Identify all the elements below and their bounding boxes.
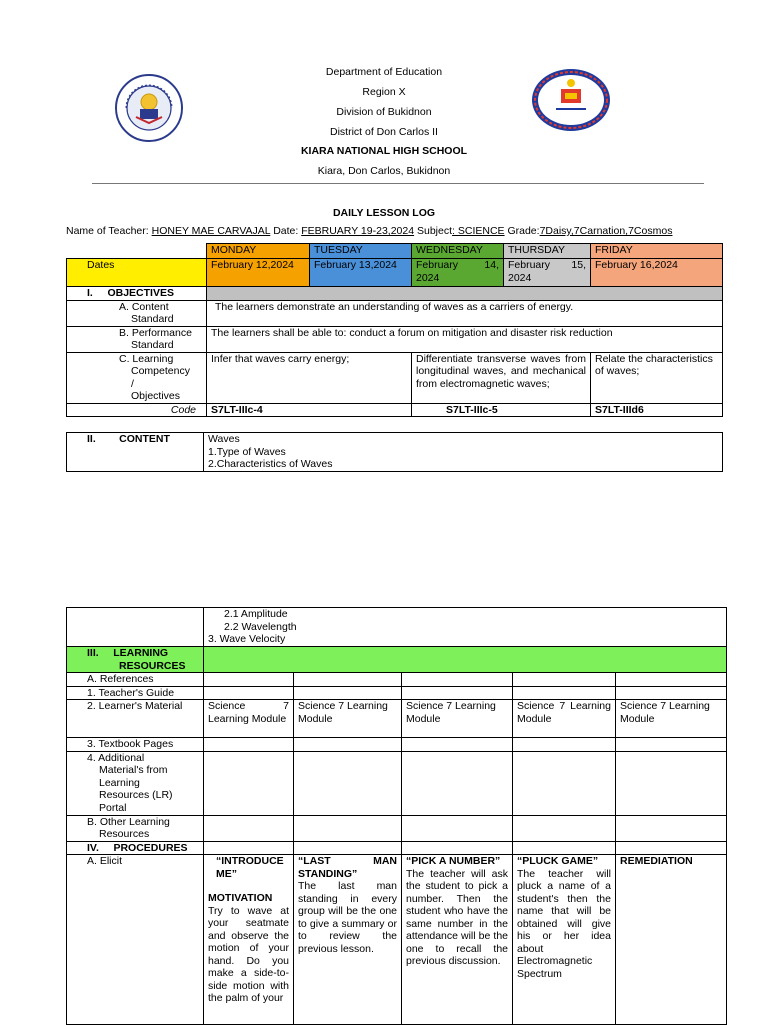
school-name: KIARA NATIONAL HIGH SCHOOL [300,145,468,157]
day-header-friday: FRIDAY [591,244,723,259]
date-tuesday: February 13,2024 [310,259,412,287]
references-label: A. References [67,673,204,687]
competency-mon-tue: Infer that waves carry energy; [207,352,412,403]
elicit-wednesday: “PICK A NUMBER” The teacher will ask the student to pick a number. Then the student who have the same number in the attendance will be the one to recall the previous discussion. [402,855,513,1025]
date-friday: February 16,2024 [591,259,723,287]
teacher-label: Name of Teacher: [66,225,149,237]
code-fri: S7LT-IIId6 [591,403,723,417]
teachers-guide-label: 1. Teacher's Guide [67,686,204,700]
grade-label: Grade: [507,225,540,237]
elicit-label: A. Elicit [67,855,204,1025]
objectives-table [66,243,723,417]
competency-fri: Relate the characteristics of waves; [591,352,723,403]
header-line-4: District of Don Carlos II [330,126,438,138]
date-thursday: February 15, 2024 [504,259,591,287]
elicit-tuesday: “LAST MAN STANDING” The last man standing in every group will be the one to give a summary or to review the previous lesson. [294,855,402,1025]
subject-label: Subject [417,225,453,237]
objectives-heading: I. OBJECTIVES [67,287,207,301]
competency-wed-thu: Differentiate transverse waves from longitudinal waves, and mechanical from electromagnetic waves; [412,352,591,403]
learning-resources-band [204,647,727,673]
other-resources-label: B. Other Learning Resources [67,815,204,841]
content-heading: II. CONTENT [67,433,204,472]
learning-resources-heading: III. LEARNING RESOURCES [67,647,204,673]
teacher-info-line [66,225,716,237]
competency-label: C. Learning Competency / Objectives [67,352,207,403]
header-divider [92,183,704,184]
date-wednesday: February 14, 2024 [412,259,504,287]
learners-material-tue: Science 7 Learning Module [294,700,402,738]
elicit-friday: REMEDIATION [616,855,727,1025]
subject-value: : SCIENCE [452,225,505,237]
date-label: Date: [273,225,299,237]
elicit-thursday: “PLUCK GAME” The teacher will pluck a name of a student's then the name that will be obtained will give his or her idea about Electromagnetic Spectrum [513,855,616,1025]
header-line-1: Department of Education [325,66,443,78]
header-line-3: Division of Bukidnon [336,106,432,118]
textbook-pages-label: 3. Textbook Pages [67,738,204,752]
code-mon-tue: S7LT-IIIc-4 [207,403,412,417]
code-label: Code [67,403,207,417]
learners-material-thu: Science 7 Learning Module [513,700,616,738]
date-monday: February 12,2024 [207,259,310,287]
elicit-monday: “INTRODUCE ME” MOTIVATION Try to wave at your seatmate and observe the motion of your hand. Do you make a side-to-side motion with the palm of your [204,855,294,1025]
additional-materials-label: 4. Additional Material's from Learning Resources (LR) Portal [67,751,204,815]
learners-material-label: 2. Learner's Material [67,700,204,738]
resources-procedures-table [66,607,727,1025]
content-table [66,432,723,472]
code-wed-thu: S7LT-IIIc-5 [412,403,591,417]
grade-value: 7Daisy,7Carnation,7Cosmos [539,225,673,237]
school-address: Kiara, Don Carlos, Bukidnon [317,165,451,177]
learners-material-fri: Science 7 Learning Module [616,700,727,738]
content-standard-text: The learners demonstrate an understanding of waves as a carriers of energy. [207,300,723,326]
day-header-tuesday: TUESDAY [310,244,412,259]
learners-material-mon: Science 7 Learning Module [204,700,294,738]
day-header-wednesday: WEDNESDAY [412,244,504,259]
day-header-monday: MONDAY [207,244,310,259]
learners-material-wed: Science 7 Learning Module [402,700,513,738]
dates-label: Dates [67,259,207,287]
performance-standard-label: B. Performance Standard [67,326,207,352]
date-value: FEBRUARY 19-23,2024 [301,225,415,237]
day-header-thursday: THURSDAY [504,244,591,259]
teacher-name: HONEY MAE CARVAJAL [151,225,271,237]
procedures-heading: IV. PROCEDURES [67,841,204,855]
performance-standard-text: The learners shall be able to: conduct a forum on mitigation and disaster risk reduction [207,326,723,352]
header-line-2: Region X [362,86,406,98]
document-title: DAILY LESSON LOG [332,207,436,219]
content-list: Waves 1.Type of Waves 2.Characteristics of Waves [204,433,723,472]
content-continued-list: 2.1 Amplitude 2.2 Wavelength 3. Wave Velocity [204,608,727,647]
objectives-band [207,287,723,301]
content-standard-label: A. Content Standard [67,300,207,326]
